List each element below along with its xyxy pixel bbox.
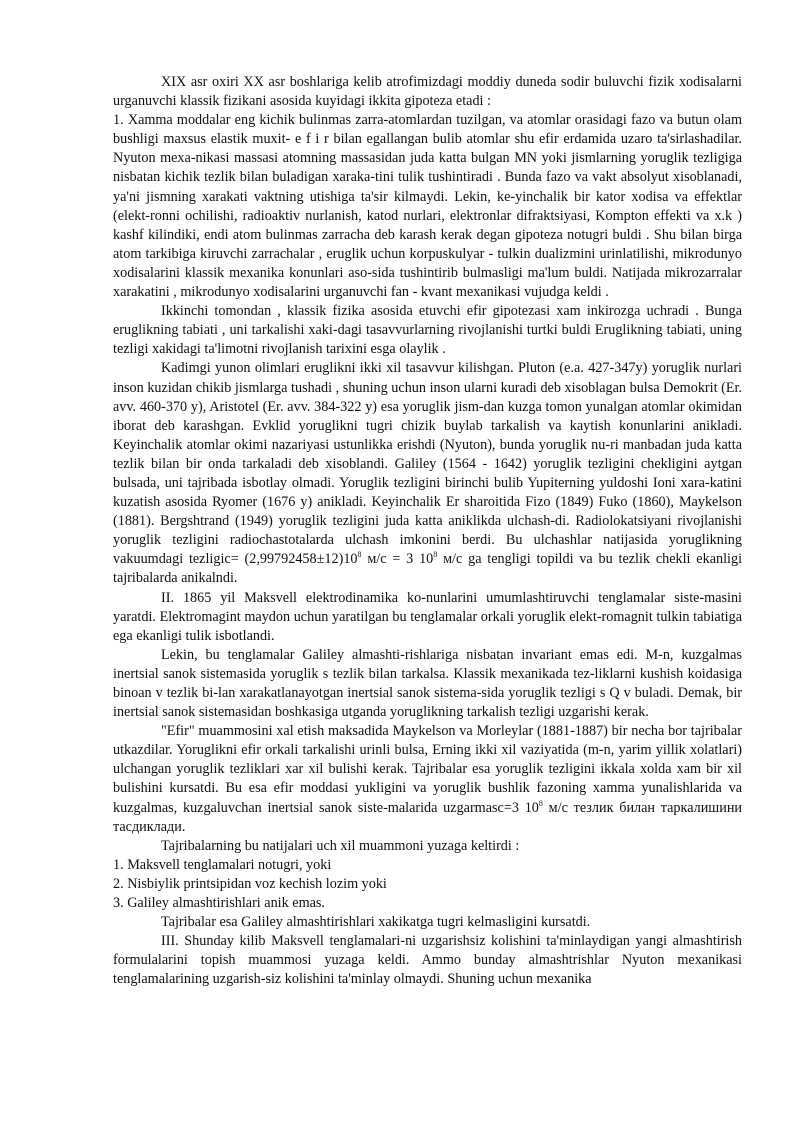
- unit-text: м/с = 3 10: [361, 551, 434, 568]
- paragraph-intro: XIX asr oxiri XX asr boshlariga kelib atrofimizdagi moddiy duneda sodir buluvchi fizik xodisalarni urganuvchi klassik fizikani asosida kuyidagi ikkita gipoteza etadi :: [113, 74, 742, 110]
- list-item: 1. Maksvell tenglamalari notugri, yoki: [113, 856, 332, 873]
- paragraph-hypothesis-1: 1. Xamma moddalar eng kichik bulinmas zarra-atomlardan tuzilgan, va atomlar orasidagi fazo va butun olam bushligi maxsus elastik muxit- e f i r bilan egallangan bulib atomlar shu efir erdamida uzaro ta'sirlashadilar. Nyuton mexa-nikasi massasi atomning massasidan juda katta bulgan MN yoki jismlarning yoruglik tezligiga nisbatan kichik tezlik bilan buladigan xaraka-tini tulik tushintiradi . Bunda fazo va vakt absolyut xisoblanadi, ya'ni jismning xarakati vaktning utishiga ta'sir kilmaydi. Lekin, ke-yinchalik bir kator xodisa va effektlar (elekt-ronni ochilishi, radioaktiv nurlanish, katod nurlari, elektronlar difraktsiyasi, Kompton effekti va x.k ) kashf kilindiki, endi atom bulinmas zarracha deb karash kerak degan gipoteza notugri buldi . Shu bilan birga atom tarkibiga kiruvchi zarrachalar , eruglik uchun korpuskulyar - tulkin dualizmini urinlatilishi, mikrodunyo xodisalarini klassik mexanika konunlari aso-sida tushintirib bulmasligi ma'lum buldi. Natijada mikrozarralar xarakatini , mikrodunyo xodisalarini urganuvchi fan - kvant mexanikasi vujudga keldi .: [113, 112, 742, 301]
- light-history-tail: м/с ga tengligi topildi va bu tezlik chekli ekanligi tajribalarda anikalndi.: [113, 551, 743, 587]
- michelson-tail: м/с тезлик билан таркалишини тасдиклади.: [113, 799, 743, 835]
- light-history-text: Kadimgi yunon olimlari eruglikni ikki xil tasavvur kilishgan. Pluton (e.a. 427-347y) yoruglik nurlari inson kuzidan chikib jismlarga tushadi , shuning uchun inson ularni kuradi deb xisoblagan bulsa Demokrit (Er. avv. 460-370 y), Aristotel (Er. avv. 384-322 y) esa yoruglik jism-dan kuzga tomon yunalgan atomlar okimidan iborat deb karashgan. Evklid yoruglikni tugri chizik buylab tarkalish va kaytish konunlarini anikladi. Keyinchalik atomlar okimi nazariyasi ustunlikka erishdi (Nyuton), bunda yoruglik nu-ri manbadan juda katta tezlik bilan bir onda tarkaladi deb xisoblandi. Galiley (1564 - 1642) yoruglik tezligini chekligini aytgan bulsada, uni tajribada isbotlay olmadi. Yoruglik tezligini birinchi bulib Yupiterning yuldoshi Ioni xara-katini kuzatish asosida Ryomer (1676 y) anikladi. Keyinchalik Er sharoitida Fizo (1849) Fuko (1860), Maykelson (1881). Bergshtrand (1949) yoruglik tezligini juda katta aniklikda ulchash-di. Radiolokatsiyani rivojlanishi yoruglik tezligini radiochastotalarda ulchash imkonini berdi. Bu ulchashlar natijasida yoruglikning vakuumdagi tezligic= (2,99792458±12)10: [113, 360, 742, 568]
- exponent: 8: [433, 550, 438, 560]
- michelson-text: "Efir" muammosini xal etish maksadida Maykelson va Morleylar (1881-1887) bir necha bor tajribalar utkazdilar. Yoruglikni efir orkali tarkalishi urinli bulsa, Erning ikki xil vaziyatida (m-n, yarim yillik xolatlari) ulchangan yoruglik tezliklari xar xil bulishi kerak. Tajribalar esa yoruglik tezligini ikkala xolda xam bir xil bulishini kursatdi. Bu esa efir moddasi yukligini va yoruglik bushlik fazoning xamma yunalishlarida va kuzgalmas, kuzgaluvchan inertsial sanok siste-malarida uzgarmasc=3 10: [113, 723, 742, 816]
- paragraph-ether-crisis: Ikkinchi tomondan , klassik fizika asosida etuvchi efir gipotezasi xam inkirozga uchradi . Bunga eruglikning tabiati , uni tarkalishi xaki-dagi tasavvurlarning rivojlanishi turtki buldi Eruglikning tabiati, uning tezligi xakidagi ta'limotni rivojlanish tarixini esga olaylik .: [113, 303, 742, 358]
- list-item: 3. Galiley almashtirishlari anik emas.: [113, 895, 325, 912]
- paragraph-problems-intro: Tajribalarning bu natijalari uch xil muammoni yuzaga keltirdi :: [161, 837, 520, 854]
- paragraph-conclusion: Tajribalar esa Galiley almashtirishlari xakikatga tugri kelmasligini kursatdi.: [161, 914, 591, 931]
- list-item: 2. Nisbiylik printsipidan voz kechish lozim yoki: [113, 875, 387, 892]
- paragraph-light-history: [113, 359, 742, 588]
- paragraph-maxwell: II. 1865 yil Maksvell elektrodinamika ko-nunlarini umumlashtiruvchi tenglamalar siste-masini yaratdi. Elektromagint maydon uchun yaratilgan bu tenglamalar orkali yoruglik elekt-romagnit tulkin tabiatiga ega ekanligi tulik isbotlandi.: [113, 589, 742, 644]
- paragraph-michelson: [113, 722, 742, 837]
- exponent: 8: [538, 798, 543, 808]
- paragraph-galilean: Lekin, bu tenglamalar Galiley almashti-rishlariga nisbatan invariant emas edi. M-n, kuzgalmas inertsial sanok sistemasida yoruglik s tezlik bilan tarkalsa. Klassik mexanikada tez-liklarni kushish koidasiga binoan v tezlik bi-lan xarakatlanayotgan inertsial sanok sistema-sida yoruglik tezligi s Q v buladi. Demak, bir inertsial sanok sistemasidan boshkasiga utganda yoruglikning tarkalish tezligi uzgarishi kerak.: [113, 646, 742, 721]
- paragraph-section-3: III. Shunday kilib Maksvell tenglamalari-ni uzgarishsiz kolishini ta'minlaydigan yangi almashtirish formulalarini topish muammosi yuzaga keldi. Ammo bunday almashtrishlar Nyuton mexanikasi tenglamalarining uzgarish-siz kolishini ta'minlay olmaydi. Shuning uchun mexanika: [113, 933, 742, 988]
- exponent: 8: [357, 550, 362, 560]
